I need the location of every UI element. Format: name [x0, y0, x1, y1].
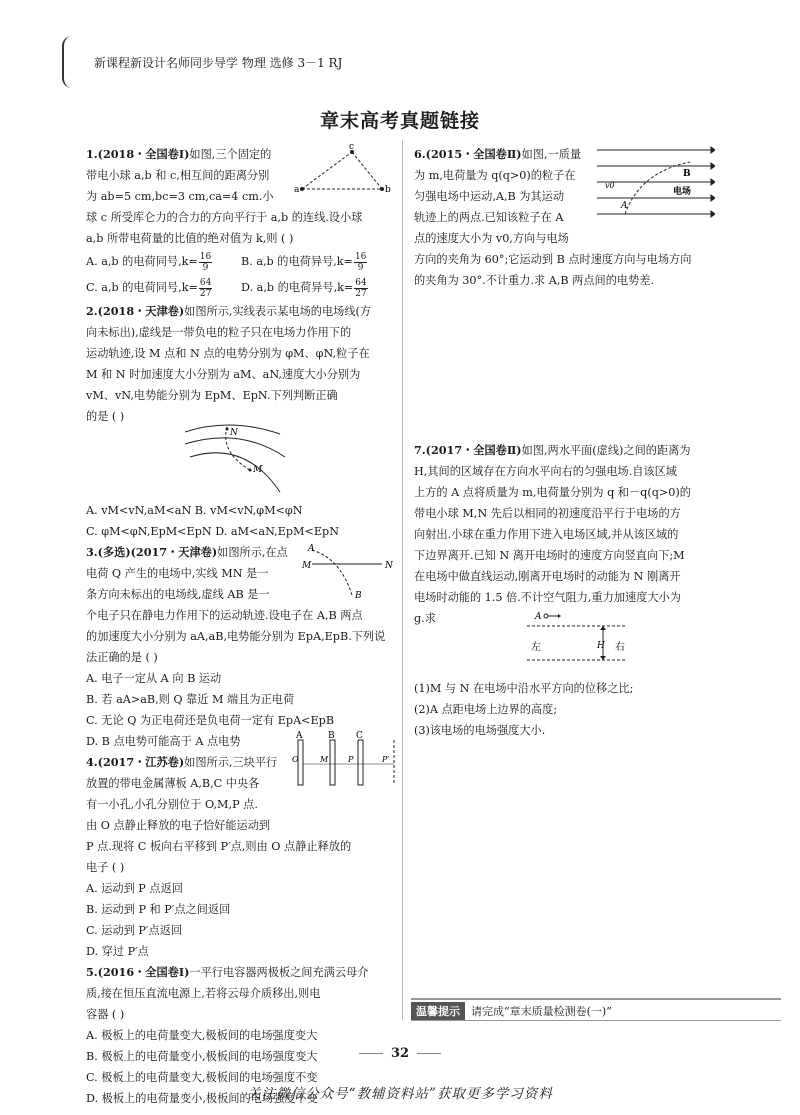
figure-2-field-lines	[180, 412, 290, 497]
line-text: 匀强电场中运动,A,B 为其运动	[414, 190, 565, 203]
text-line	[414, 720, 784, 741]
line-text: a,b 所带电荷量的比值的绝对值为 k,则 ( )	[86, 232, 294, 245]
line-text: 电荷 Q 产生的电场中,实线 MN 是一	[86, 567, 269, 580]
line-text: B. 极板上的电荷量变小,极板间的电场强度变大	[86, 1050, 318, 1063]
fig1-label-c: c	[349, 142, 355, 152]
option-text: C. a,b 的电荷同号,k=	[86, 281, 198, 294]
text-line	[86, 1004, 396, 1025]
line-text: 如图所示,实线表示某电场的电场线(方	[184, 305, 372, 318]
line-text: D. 穿过 P′点	[86, 945, 149, 958]
fig4-label-a: A	[296, 731, 303, 741]
line-text: M 和 N 时加速度大小分别为 aM、aN,速度大小分别为	[86, 368, 361, 381]
figure-3-field-line	[300, 540, 400, 600]
line-text: 方向的夹角为 60°;它运动到 B 点时速度方向与电场方向	[414, 253, 692, 266]
text-line	[86, 385, 396, 406]
line-text: 球 c 所受库仑力的合力的方向平行于 a,b 的连线.设小球	[86, 211, 363, 224]
fig6-label-field: 电场	[673, 187, 692, 197]
text-line	[414, 545, 784, 566]
fig6-label-v0: v0	[605, 181, 615, 190]
fig2-label-m: M	[253, 465, 263, 475]
text-line	[86, 605, 396, 626]
text-line	[86, 275, 396, 301]
fig3-label-m: M	[302, 561, 312, 571]
text-line	[86, 1025, 396, 1046]
line-text: C. 极板上的电荷量变大,极板间的电场强度不变	[86, 1071, 318, 1084]
line-text: P 点.现将 C 板向右平移到 P′点,则由 O 点静止释放的	[86, 840, 352, 853]
line-text: 带电小球 a,b 和 c,相互间的距离分别	[86, 169, 270, 182]
line-text: 如图所示,在点	[217, 546, 288, 559]
fraction: $\frac{64}{27}$	[355, 277, 367, 299]
text-line	[86, 626, 396, 647]
line-text: 轨迹上的两点.已知该粒子在 A	[414, 211, 564, 224]
line-text: 由 O 点静止释放的电子恰好能运动到	[86, 819, 271, 832]
line-text: D. 极板上的电荷量变小,极板间的电场强度不变	[86, 1092, 318, 1105]
line-text: A. 电子一定从 A 向 B 运动	[86, 672, 222, 685]
figure-4-plates	[290, 730, 400, 790]
text-line	[86, 228, 396, 249]
line-text: 为 m,电荷量为 q(q>0)的粒子在	[414, 169, 576, 182]
line-text: 一平行电容器两极板之间充满云母介	[189, 966, 369, 979]
line-text: C. 无论 Q 为正电荷还是负电荷一定有 EpA<EpB	[86, 714, 335, 727]
line-text: 放置的带电金属薄板 A,B,C 中央各	[86, 777, 260, 790]
text-line	[414, 270, 784, 291]
page-number: 32	[390, 1046, 410, 1061]
line-text: A. vM<vN,aM<aN B. vM<vN,φM<φN	[86, 504, 303, 517]
fig2-label-n: N	[230, 428, 238, 438]
line-text: A. 极板上的电荷量变大,极板间的电场强度变大	[86, 1029, 318, 1042]
fig4-label-p: P	[348, 755, 354, 764]
line-text: 的夹角为 30°.不计重力.求 A,B 两点间的电势差.	[414, 274, 655, 287]
line-text: 带电小球 M,N 先后以相同的初速度沿平行于电场的方	[414, 507, 681, 520]
tip-label: 温馨提示	[411, 1002, 465, 1020]
text-line	[86, 794, 396, 815]
text-line	[414, 678, 784, 699]
text-line	[86, 815, 396, 836]
text-line	[86, 878, 396, 899]
line-text: 如图所示,三块平行	[184, 756, 278, 769]
fig6-label-b: B	[683, 169, 691, 179]
text-line	[414, 699, 784, 720]
fig7-label-right: 右	[615, 642, 625, 653]
line-text: C. 运动到 P′点返回	[86, 924, 183, 937]
fraction: $\frac{16}{9}$	[354, 251, 367, 273]
text-line	[86, 249, 396, 275]
book-header: 新课程新设计名师同步导学 物理 选修 3－1 RJ	[94, 56, 343, 70]
fig7-label-left: 左	[531, 642, 541, 653]
fig4-label-o: O	[292, 755, 299, 764]
text-line	[86, 689, 396, 710]
text-line	[86, 920, 396, 941]
figure-1-triangle	[292, 142, 397, 197]
text-line	[86, 207, 396, 228]
text-line	[414, 249, 784, 270]
text-line	[414, 524, 784, 545]
line-text: 下边界离开.已知 N 离开电场时的速度方向竖直向下;M	[414, 549, 685, 562]
line-text: 电场时动能的 1.5 倍.不计空气阻力,重力加速度大小为	[414, 591, 681, 604]
fig3-label-n: N	[385, 561, 393, 571]
line-text: (1)M 与 N 在电场中沿水平方向的位移之比;	[414, 682, 634, 695]
right-column-q7-parts	[414, 678, 784, 741]
text-line	[86, 962, 396, 983]
text-line	[86, 322, 396, 343]
text-line	[86, 857, 396, 878]
text-line	[86, 836, 396, 857]
text-line	[86, 668, 396, 689]
question-source: 7.(2017・全国卷Ⅱ)	[414, 443, 522, 457]
text-line	[86, 710, 396, 731]
tip-box	[411, 998, 781, 1021]
text-line	[414, 566, 784, 587]
line-text: 如图,一质量	[521, 148, 582, 161]
line-text: 如图,三个固定的	[189, 148, 272, 161]
line-text: vM、vN,电势能分别为 EpM、EpN.下列判断正确	[86, 389, 338, 402]
line-text: C. φM<φN,EpM<EpN D. aM<aN,EpM<EpN	[86, 525, 339, 538]
fig4-label-c: C	[356, 731, 363, 741]
text-line	[86, 500, 396, 521]
text-line	[86, 521, 396, 542]
line-text: 的是 ( )	[86, 410, 125, 423]
line-text: B. 运动到 P 和 P′点之间返回	[86, 903, 231, 916]
option-text: A. a,b 的电荷同号,k=	[86, 255, 198, 268]
fig7-label-h: H	[597, 641, 605, 651]
line-text: 的加速度大小分别为 aA,aB,电势能分别为 EpA,EpB.下列说	[86, 630, 386, 643]
fig3-label-b: B	[355, 591, 362, 600]
text-line	[86, 941, 396, 962]
text-line	[86, 343, 396, 364]
header-bracket	[62, 36, 74, 88]
line-text: 如图,两水平面(虚线)之间的距离为	[521, 444, 691, 457]
text-line	[414, 440, 784, 461]
text-line	[414, 228, 784, 249]
line-text: 点的速度大小为 v0,方向与电场	[414, 232, 569, 245]
line-text: 向射出.小球在重力作用下进入电场区域,并从该区域的	[414, 528, 679, 541]
text-line	[86, 899, 396, 920]
line-text: 向未标出),虚线是一带负电的粒子只在电场力作用下的	[86, 326, 352, 339]
text-line	[86, 983, 396, 1004]
figure-7-field-region	[525, 608, 635, 664]
line-text: 在电场中做直线运动,刚离开电场时的动能为 N 刚离开	[414, 570, 681, 583]
line-text: 为 ab=5 cm,bc=3 cm,ca=4 cm.小	[86, 190, 274, 203]
fraction: $\frac{16}{9}$	[199, 251, 212, 273]
text-line	[86, 301, 396, 322]
line-text: A. 运动到 P 点返回	[86, 882, 183, 895]
text-line	[86, 647, 396, 668]
figure-6-uniform-field	[595, 142, 715, 220]
line-text: D. B 点电势可能高于 A 点电势	[86, 735, 241, 748]
question-source: 5.(2016・全国卷Ⅰ)	[86, 965, 190, 979]
page-number-block	[0, 1046, 800, 1061]
text-line	[414, 461, 784, 482]
line-text: 电子 ( )	[86, 861, 125, 874]
line-text: (3)该电场的电场强度大小.	[414, 724, 546, 737]
line-text: 法正确的是 ( )	[86, 651, 158, 664]
line-text: 运动轨迹,设 M 点和 N 点的电势分别为 φM、φN,粒子在	[86, 347, 370, 360]
page-title: 章末高考真题链接	[319, 110, 480, 132]
line-text: H,其间的区域存在方向水平向右的匀强电场.自该区域	[414, 465, 677, 478]
question-source: 4.(2017・江苏卷)	[86, 755, 185, 769]
fig7-label-a: A	[535, 612, 542, 622]
fig4-label-pp: P′	[382, 755, 390, 764]
question-source: 2.(2018・天津卷)	[86, 304, 185, 318]
fraction: $\frac{64}{27}$	[199, 277, 212, 299]
text-line	[414, 482, 784, 503]
line-text: 上方的 A 点将质量为 m,电荷量分别为 q 和－q(q>0)的	[414, 486, 691, 499]
text-line	[414, 503, 784, 524]
column-divider	[402, 140, 403, 1020]
fig4-label-m: M	[320, 755, 329, 764]
tip-text: 请完成“章末质量检测卷(一)”	[471, 1005, 612, 1018]
right-column-q7	[414, 440, 784, 629]
text-line	[414, 587, 784, 608]
fig6-label-a: A	[621, 201, 628, 211]
line-text: (2)A 点距电场上边界的高度;	[414, 703, 558, 716]
line-text: 容器 ( )	[86, 1008, 125, 1021]
line-text: 有一小孔,小孔分别位于 O,M,P 点.	[86, 798, 258, 811]
question-source: 6.(2015・全国卷Ⅱ)	[414, 147, 522, 161]
fig1-label-a: a	[294, 185, 300, 195]
text-line	[86, 364, 396, 385]
question-source: 3.(多选)(2017・天津卷)	[86, 545, 218, 559]
line-text: 个电子只在静电力作用下的运动轨迹.设电子在 A,B 两点	[86, 609, 363, 622]
fig4-label-b: B	[328, 731, 335, 741]
option-text: B. a,b 的电荷异号,k=	[241, 255, 353, 268]
fig3-label-a: A	[308, 544, 315, 554]
line-text: 质,接在恒压直流电源上,若将云母介质移出,则电	[86, 987, 321, 1000]
line-text: 条方向未标出的电场线,虚线 AB 是一	[86, 588, 270, 601]
fig1-label-b: b	[385, 185, 391, 195]
footer-note: 关注微信公众号“教辅资料站”获取更多学习资料	[247, 1086, 553, 1102]
option-text: D. a,b 的电荷异号,k=	[241, 281, 354, 294]
question-source: 1.(2018・全国卷Ⅰ)	[86, 147, 190, 161]
line-text: B. 若 aA>aB,则 Q 靠近 M 端且为正电荷	[86, 693, 295, 706]
line-text: g.求	[414, 612, 436, 625]
